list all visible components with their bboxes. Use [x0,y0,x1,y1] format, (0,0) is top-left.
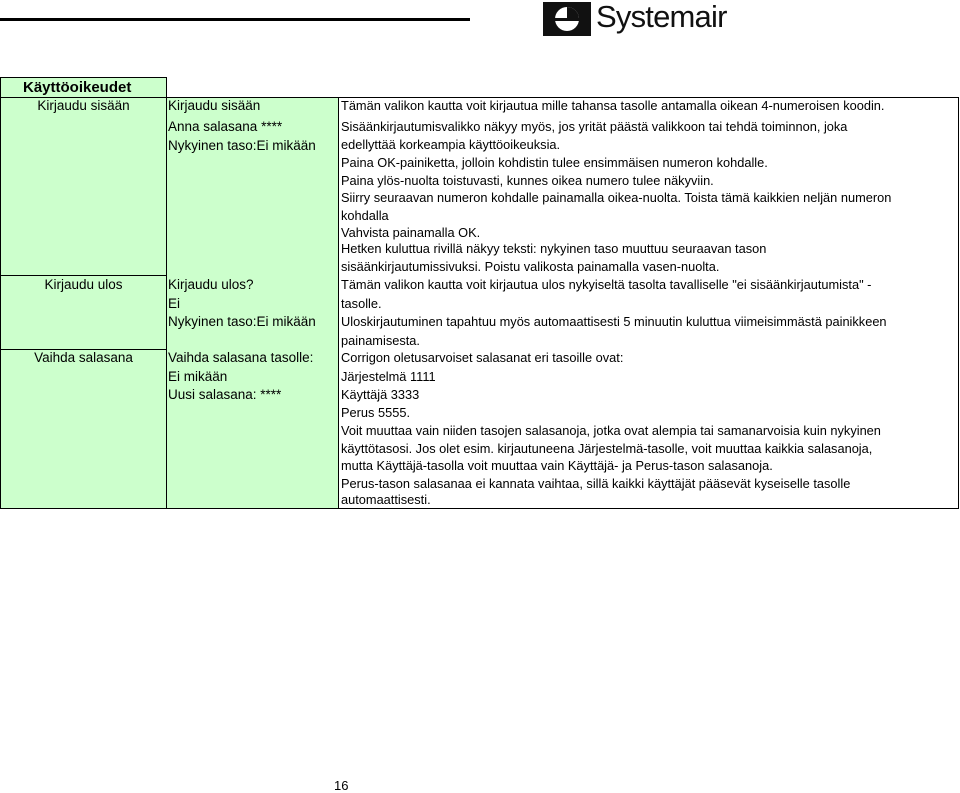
display-line: Nykyinen taso:Ei mikään [168,314,316,329]
action-column [0,97,167,509]
description-line: Vahvista painamalla OK. [341,225,481,240]
description-line: Paina ylös-nuolta toistuvasti, kunnes oikea numero tulee näkyviin. [341,173,714,188]
display-column [166,97,339,509]
row-divider [0,77,167,78]
description-line: käyttötasosi. Jos olet esim. kirjautuneena Järjestelmä-tasolle, voit muuttaa kaikkia salasanoja, [341,441,873,456]
description-line: Tämän valikon kautta voit kirjautua ulos nykyiseltä tasolta tavalliselle "ei sisäänkirjautumista" - [341,277,872,292]
description-line: automaattisesti. [341,492,431,507]
description-line: Sisäänkirjautumisvalikko näkyy myös, jos yrität päästä valikkoon tai tehdä toiminnon, joka [341,119,848,134]
description-line: Hetken kuluttua rivillä näkyy teksti: nykyinen taso muuttuu seuraavan tason [341,241,767,256]
systemair-logo-icon [543,2,591,38]
display-line: Ei mikään [168,369,228,384]
description-line: Järjestelmä 1111 [341,369,436,384]
description-line: painamisesta. [341,333,420,348]
description-line: sisäänkirjautumissivuksi. Poistu valikosta painamalla vasen-nuolta. [341,259,720,274]
header-rule [0,18,470,21]
display-line: Kirjaudu ulos? [168,277,254,292]
description-line: Tämän valikon kautta voit kirjautua mille tahansa tasolle antamalla oikean 4-numeroisen koodin. [341,98,885,113]
description-line: kohdalla [341,208,389,223]
description-line: Perus-tason salasanaa ei kannata vaihtaa, sillä kaikki käyttäjät pääsevät kyseiselle tasolle [341,476,851,491]
page-number: 16 [334,778,349,793]
description-line: Käyttäjä 3333 [341,387,420,402]
row-action-login: Kirjaudu sisään [37,98,130,113]
row-action-change-password: Vaihda salasana [34,350,133,365]
display-line: Vaihda salasana tasolle: [168,350,314,365]
description-line: Paina OK-painiketta, jolloin kohdistin tulee ensimmäisen numeron kohdalle. [341,155,768,170]
section-title: Käyttöoikeudet [0,77,167,97]
display-line: Kirjaudu sisään [168,98,261,113]
display-line: Ei [168,296,181,311]
display-line: Uusi salasana: **** [168,387,282,402]
brand-name: Systemair [596,0,727,34]
brand-logo [543,0,727,38]
description-line: Perus 5555. [341,405,411,420]
row-action-logout: Kirjaudu ulos [44,277,123,292]
description-line: tasolle. [341,296,382,311]
display-line: Nykyinen taso:Ei mikään [168,138,316,153]
description-line: Siirry seuraavan numeron kohdalle painamalla oikea-nuolta. Toista tämä kaikkien neljän numeron [341,190,892,205]
permissions-table [0,77,959,509]
description-line: mutta Käyttäjä-tasolla voit muuttaa vain Käyttäjä- ja Perus-tason salasanoja. [341,458,773,473]
description-line: Uloskirjautuminen tapahtuu myös automaattisesti 5 minuutin kuluttua viimeisimmästä painikkeen [341,314,887,329]
description-line: edellyttää korkeampia käyttöoikeuksia. [341,137,561,152]
description-line: Corrigon oletusarvoiset salasanat eri tasoille ovat: [341,350,624,365]
description-line: Voit muuttaa vain niiden tasojen salasanoja, jotka ovat alempia tai samanarvoisia kuin nykyinen [341,423,881,438]
display-line: Anna salasana **** [168,119,283,134]
